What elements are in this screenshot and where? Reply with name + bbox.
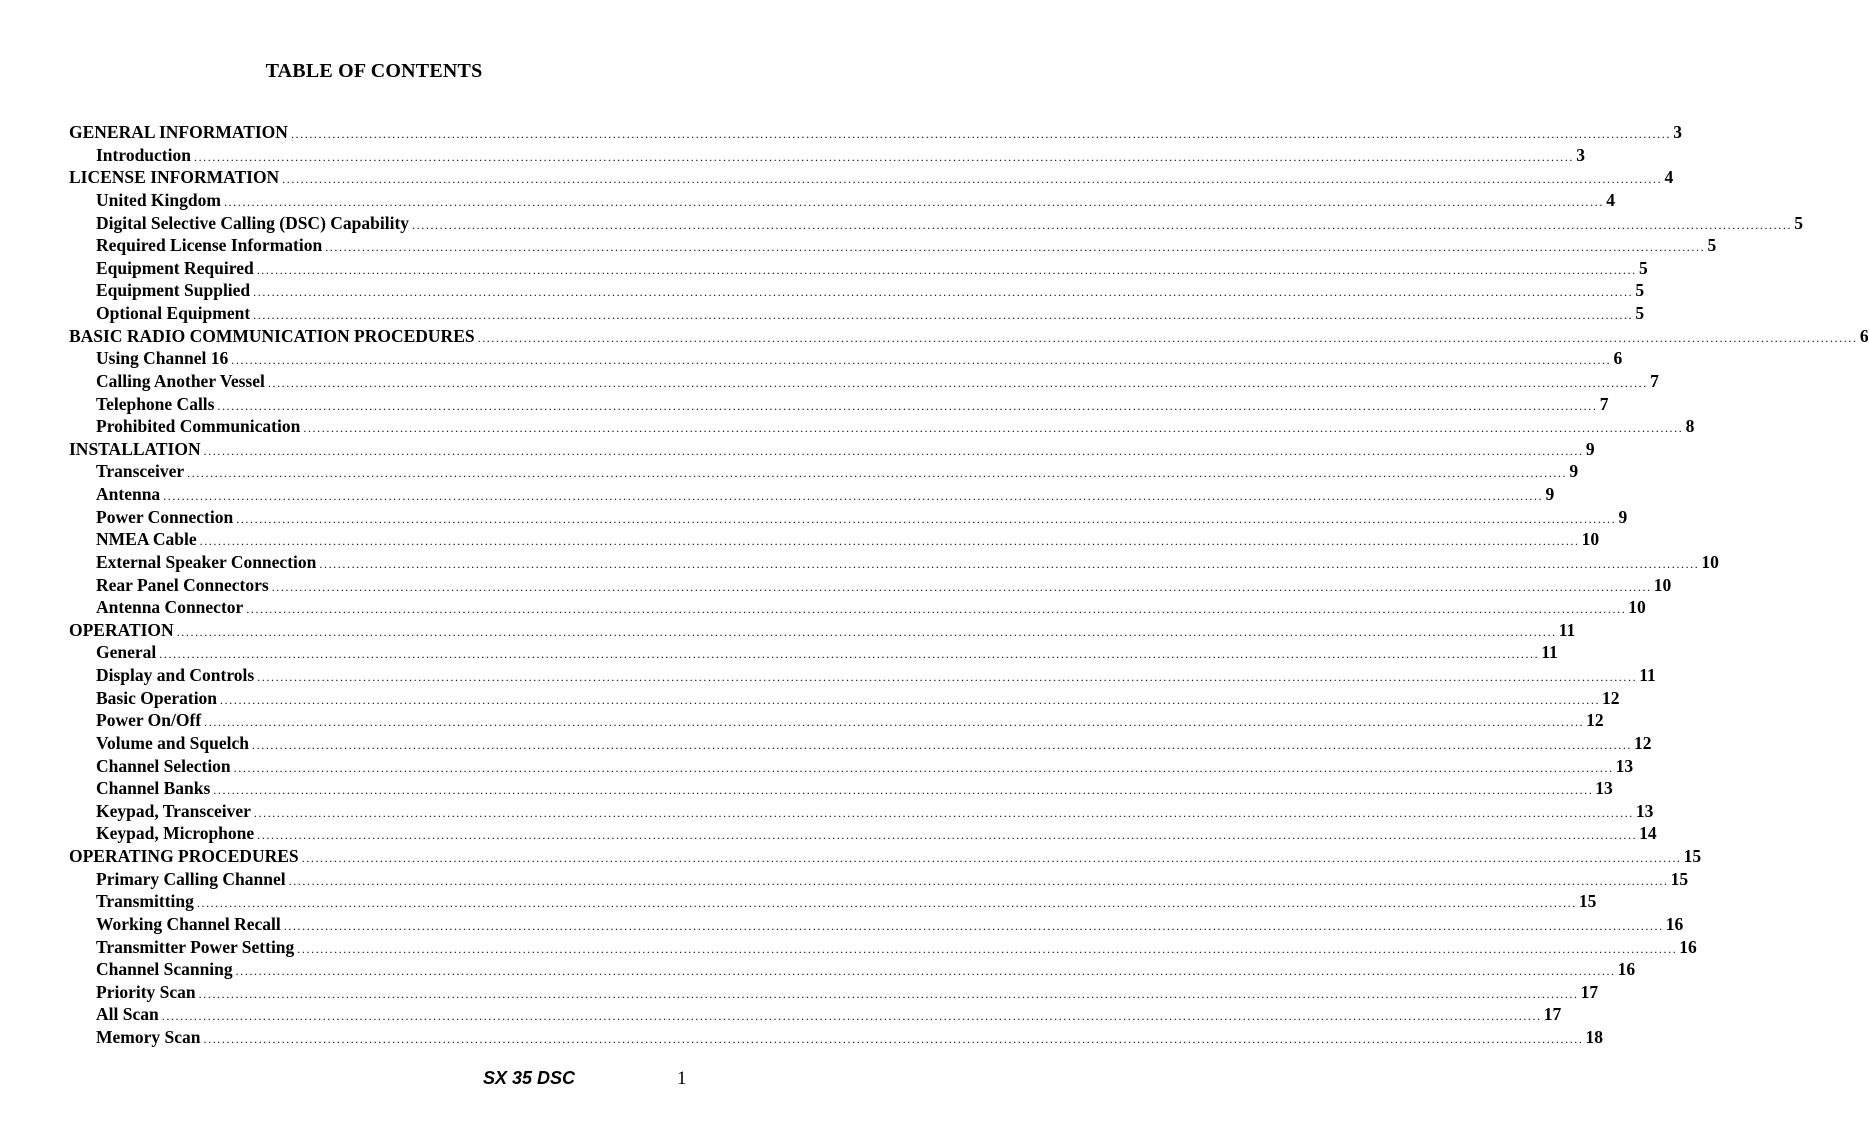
toc-section-entry bbox=[69, 121, 1682, 144]
toc-entry-page: 12 bbox=[1602, 687, 1620, 708]
dot-leader: ............................................................................................................................................................................................................................................................................................................ bbox=[257, 828, 1638, 843]
dot-leader: ............................................................................................................................................................................................................................................................................................................ bbox=[303, 421, 1684, 436]
dot-leader: ............................................................................................................................................................................................................................................................................................................ bbox=[223, 194, 1604, 209]
toc-entry-label: General bbox=[96, 642, 157, 663]
toc-entry-page: 3 bbox=[1673, 122, 1682, 142]
toc-entry-label: Power Connection bbox=[96, 506, 234, 527]
toc-subsection-entry bbox=[69, 506, 1628, 529]
toc-entry-label: Channel Scanning bbox=[96, 959, 233, 980]
page-title: TABLE OF CONTENTS bbox=[265, 60, 483, 82]
toc-entry-page: 13 bbox=[1615, 755, 1634, 776]
dot-leader: ............................................................................................................................................................................................................................................................................................................ bbox=[297, 941, 1678, 956]
toc-entry-page: 12 bbox=[1586, 710, 1604, 731]
toc-entry-label: Priority Scan bbox=[96, 981, 196, 1002]
dot-leader: ............................................................................................................................................................................................................................................................................................................ bbox=[246, 602, 1627, 617]
toc-entry-page: 6 bbox=[1613, 348, 1623, 369]
toc-entry-label: BASIC RADIO COMMUNICATION PROCEDURES bbox=[69, 325, 475, 346]
toc-entry-label: Keypad, Transceiver bbox=[96, 800, 251, 821]
toc-entry-page: 10 bbox=[1581, 529, 1600, 550]
dot-leader: ............................................................................................................................................................................................................................................................................................................ bbox=[288, 873, 1669, 888]
dot-leader: ............................................................................................................................................................................................................................................................................................................ bbox=[236, 511, 1617, 526]
toc-entry-label: OPERATION bbox=[69, 619, 174, 640]
toc-subsection-entry bbox=[69, 641, 1558, 664]
toc-entry-label: Calling Another Vessel bbox=[96, 370, 265, 391]
toc-entry-label: Antenna bbox=[96, 484, 161, 504]
toc-subsection-entry bbox=[69, 1026, 1603, 1049]
toc-entry-page: 6 bbox=[1859, 325, 1869, 346]
dot-leader: ............................................................................................................................................................................................................................................................................................................ bbox=[257, 670, 1638, 684]
toc-entry-label: Volume and Squelch bbox=[96, 732, 250, 753]
dot-leader: ............................................................................................................................................................................................................................................................................................................ bbox=[290, 127, 1671, 141]
toc-entry-label: All Scan bbox=[96, 1004, 159, 1025]
toc-entry-page: 17 bbox=[1580, 981, 1599, 1002]
toc-subsection-entry bbox=[69, 415, 1695, 438]
toc-subsection-entry bbox=[69, 302, 1645, 325]
toc-entry-page: 13 bbox=[1635, 800, 1654, 821]
toc-subsection-entry bbox=[69, 551, 1719, 574]
dot-leader: ............................................................................................................................................................................................................................................................................................................ bbox=[213, 783, 1594, 798]
dot-leader: ............................................................................................................................................................................................................................................................................................................ bbox=[233, 760, 1614, 775]
dot-leader: ............................................................................................................................................................................................................................................................................................................ bbox=[283, 918, 1664, 933]
toc-entry-label: Working Channel Recall bbox=[96, 913, 281, 934]
toc-entry-label: United Kingdom bbox=[96, 189, 221, 210]
toc-entry-label: OPERATING PROCEDURES bbox=[69, 846, 299, 866]
toc-entry-page: 15 bbox=[1683, 846, 1702, 866]
dot-leader: ............................................................................................................................................................................................................................................................................................................ bbox=[412, 217, 1793, 232]
toc-subsection-entry bbox=[69, 212, 1804, 235]
toc-entry-page: 10 bbox=[1701, 551, 1719, 572]
toc-section-entry bbox=[69, 438, 1595, 461]
toc-subsection-entry bbox=[69, 347, 1623, 370]
dot-leader: ............................................................................................................................................................................................................................................................................................................ bbox=[217, 398, 1598, 413]
toc-subsection-entry bbox=[69, 189, 1615, 212]
toc-entry-page: 12 bbox=[1634, 732, 1652, 753]
toc-entry-label: Digital Selective Calling (DSC) Capability bbox=[96, 212, 410, 233]
dot-leader: ............................................................................................................................................................................................................................................................................................................ bbox=[199, 534, 1580, 549]
toc-entry-page: 16 bbox=[1617, 959, 1636, 980]
toc-entry-page: 10 bbox=[1628, 597, 1646, 618]
toc-subsection-entry bbox=[69, 393, 1609, 416]
toc-entry-page: 14 bbox=[1639, 823, 1657, 844]
footer-model-name: SX 35 DSC bbox=[483, 1068, 576, 1088]
toc-subsection-entry bbox=[69, 755, 1634, 778]
toc-subsection-entry bbox=[69, 822, 1657, 845]
toc-entry-page: 11 bbox=[1541, 642, 1558, 663]
dot-leader: ............................................................................................................................................................................................................................................................................................................ bbox=[196, 896, 1577, 911]
toc-subsection-entry bbox=[69, 370, 1659, 393]
toc-entry-label: Transmitting bbox=[96, 891, 194, 912]
toc-entry-label: Introduction bbox=[96, 144, 191, 165]
dot-leader: ............................................................................................................................................................................................................................................................................................................ bbox=[253, 285, 1634, 300]
toc-entry-page: 16 bbox=[1665, 913, 1684, 934]
toc-section-entry bbox=[69, 325, 1869, 348]
dot-leader: ............................................................................................................................................................................................................................................................................................................ bbox=[161, 1009, 1542, 1024]
dot-leader: ............................................................................................................................................................................................................................................................................................................ bbox=[256, 262, 1637, 277]
toc-entry-label: Transmitter Power Setting bbox=[96, 936, 295, 957]
toc-entry-label: INSTALLATION bbox=[69, 438, 201, 459]
toc-entry-page: 5 bbox=[1707, 235, 1717, 256]
dot-leader: ............................................................................................................................................................................................................................................................................................................ bbox=[203, 443, 1584, 458]
dot-leader: ............................................................................................................................................................................................................................................................................................................ bbox=[253, 805, 1634, 820]
toc-subsection-entry bbox=[69, 596, 1646, 619]
toc-entry-page: 11 bbox=[1558, 619, 1576, 640]
toc-entry-page: 9 bbox=[1585, 438, 1595, 459]
dot-leader: ............................................................................................................................................................................................................................................................................................................ bbox=[198, 986, 1579, 1001]
toc-entry-label: Equipment Required bbox=[96, 257, 254, 278]
dot-leader: ............................................................................................................................................................................................................................................................................................................ bbox=[235, 964, 1616, 979]
toc-subsection-entry bbox=[69, 279, 1645, 302]
toc-entry-label: GENERAL INFORMATION bbox=[69, 122, 288, 142]
dot-leader: ............................................................................................................................................................................................................................................................................................................ bbox=[477, 330, 1858, 345]
toc-entry-page: 17 bbox=[1543, 1004, 1562, 1025]
toc-entry-label: Channel Banks bbox=[96, 778, 211, 799]
toc-subsection-entry bbox=[69, 1003, 1562, 1026]
toc-entry-page: 4 bbox=[1606, 189, 1615, 210]
toc-subsection-entry bbox=[69, 981, 1599, 1004]
toc-subsection-entry bbox=[69, 144, 1585, 167]
dot-leader: ............................................................................................................................................................................................................................................................................................................ bbox=[163, 489, 1544, 503]
toc-entry-label: Memory Scan bbox=[96, 1027, 201, 1047]
toc-entry-label: Keypad, Microphone bbox=[96, 823, 255, 844]
toc-subsection-entry bbox=[69, 664, 1656, 687]
toc-subsection-entry bbox=[69, 800, 1654, 823]
toc-subsection-entry bbox=[69, 732, 1652, 755]
table-of-contents bbox=[69, 121, 1869, 1049]
toc-subsection-entry bbox=[69, 868, 1689, 891]
toc-entry-label: LICENSE INFORMATION bbox=[69, 167, 280, 188]
toc-entry-page: 7 bbox=[1599, 393, 1609, 414]
dot-leader: ............................................................................................................................................................................................................................................................................................................ bbox=[267, 375, 1648, 390]
dot-leader: ............................................................................................................................................................................................................................................................................................................ bbox=[159, 647, 1540, 662]
toc-entry-page: 16 bbox=[1679, 936, 1697, 957]
toc-subsection-entry bbox=[69, 709, 1604, 732]
toc-entry-page: 15 bbox=[1670, 868, 1689, 889]
dot-leader: ............................................................................................................................................................................................................................................................................................................ bbox=[252, 737, 1633, 752]
toc-subsection-entry bbox=[69, 460, 1579, 483]
toc-subsection-entry bbox=[69, 687, 1620, 710]
toc-entry-label: Equipment Supplied bbox=[96, 280, 251, 301]
toc-subsection-entry bbox=[69, 483, 1555, 506]
toc-entry-page: 9 bbox=[1545, 484, 1555, 504]
toc-entry-label: Prohibited Communication bbox=[96, 416, 301, 437]
toc-entry-page: 4 bbox=[1664, 167, 1674, 188]
toc-entry-page: 9 bbox=[1569, 461, 1579, 482]
dot-leader: ............................................................................................................................................................................................................................................................................................................ bbox=[203, 1032, 1584, 1046]
toc-entry-label: External Speaker Connection bbox=[96, 551, 317, 572]
toc-entry-page: 5 bbox=[1635, 303, 1645, 323]
toc-entry-label: Basic Operation bbox=[96, 687, 218, 708]
toc-entry-page: 11 bbox=[1639, 665, 1656, 685]
toc-subsection-entry bbox=[69, 890, 1597, 913]
toc-entry-page: 9 bbox=[1618, 506, 1628, 527]
toc-subsection-entry bbox=[69, 234, 1717, 257]
toc-subsection-entry bbox=[69, 958, 1636, 981]
toc-subsection-entry bbox=[69, 777, 1613, 800]
dot-leader: ............................................................................................................................................................................................................................................................................................................ bbox=[187, 466, 1568, 481]
toc-entry-page: 10 bbox=[1653, 574, 1672, 595]
dot-leader: ............................................................................................................................................................................................................................................................................................................ bbox=[301, 851, 1682, 865]
toc-entry-label: Display and Controls bbox=[96, 665, 255, 685]
toc-section-entry bbox=[69, 619, 1576, 642]
toc-entry-page: 13 bbox=[1595, 778, 1613, 799]
toc-entry-page: 5 bbox=[1794, 212, 1804, 233]
toc-subsection-entry bbox=[69, 257, 1648, 280]
toc-entry-label: NMEA Cable bbox=[96, 529, 197, 550]
toc-section-entry bbox=[69, 166, 1674, 189]
toc-entry-label: Optional Equipment bbox=[96, 303, 251, 323]
footer-page-number: 1 bbox=[677, 1068, 687, 1089]
toc-entry-label: Required License Information bbox=[96, 235, 323, 256]
toc-subsection-entry bbox=[69, 528, 1600, 551]
toc-entry-label: Channel Selection bbox=[96, 755, 231, 776]
toc-entry-label: Primary Calling Channel bbox=[96, 868, 286, 889]
toc-entry-page: 8 bbox=[1685, 416, 1695, 437]
dot-leader: ............................................................................................................................................................................................................................................................................................................ bbox=[325, 240, 1706, 255]
toc-entry-label: Antenna Connector bbox=[96, 597, 244, 618]
dot-leader: ............................................................................................................................................................................................................................................................................................................ bbox=[231, 353, 1612, 368]
toc-section-entry bbox=[69, 845, 1702, 868]
toc-entry-page: 18 bbox=[1585, 1027, 1603, 1047]
dot-leader: ............................................................................................................................................................................................................................................................................................................ bbox=[282, 172, 1663, 187]
toc-entry-label: Telephone Calls bbox=[96, 393, 215, 414]
dot-leader: ............................................................................................................................................................................................................................................................................................................ bbox=[193, 149, 1574, 164]
toc-subsection-entry bbox=[69, 936, 1697, 959]
dot-leader: ............................................................................................................................................................................................................................................................................................................ bbox=[176, 624, 1557, 639]
dot-leader: ............................................................................................................................................................................................................................................................................................................ bbox=[319, 556, 1700, 571]
toc-entry-page: 7 bbox=[1650, 370, 1659, 391]
dot-leader: ............................................................................................................................................................................................................................................................................................................ bbox=[271, 579, 1652, 594]
toc-entry-page: 3 bbox=[1576, 144, 1585, 165]
toc-entry-label: Rear Panel Connectors bbox=[96, 574, 269, 595]
toc-entry-label: Power On/Off bbox=[96, 710, 202, 731]
dot-leader: ............................................................................................................................................................................................................................................................................................................ bbox=[204, 715, 1585, 730]
toc-entry-page: 15 bbox=[1578, 891, 1597, 912]
toc-entry-page: 5 bbox=[1635, 280, 1645, 301]
dot-leader: ............................................................................................................................................................................................................................................................................................................ bbox=[253, 308, 1634, 322]
toc-entry-label: Using Channel 16 bbox=[96, 348, 229, 369]
toc-subsection-entry bbox=[69, 913, 1684, 936]
toc-entry-label: Transceiver bbox=[96, 461, 185, 482]
toc-subsection-entry bbox=[69, 574, 1672, 597]
dot-leader: ............................................................................................................................................................................................................................................................................................................ bbox=[220, 692, 1601, 707]
toc-entry-page: 5 bbox=[1638, 257, 1648, 278]
